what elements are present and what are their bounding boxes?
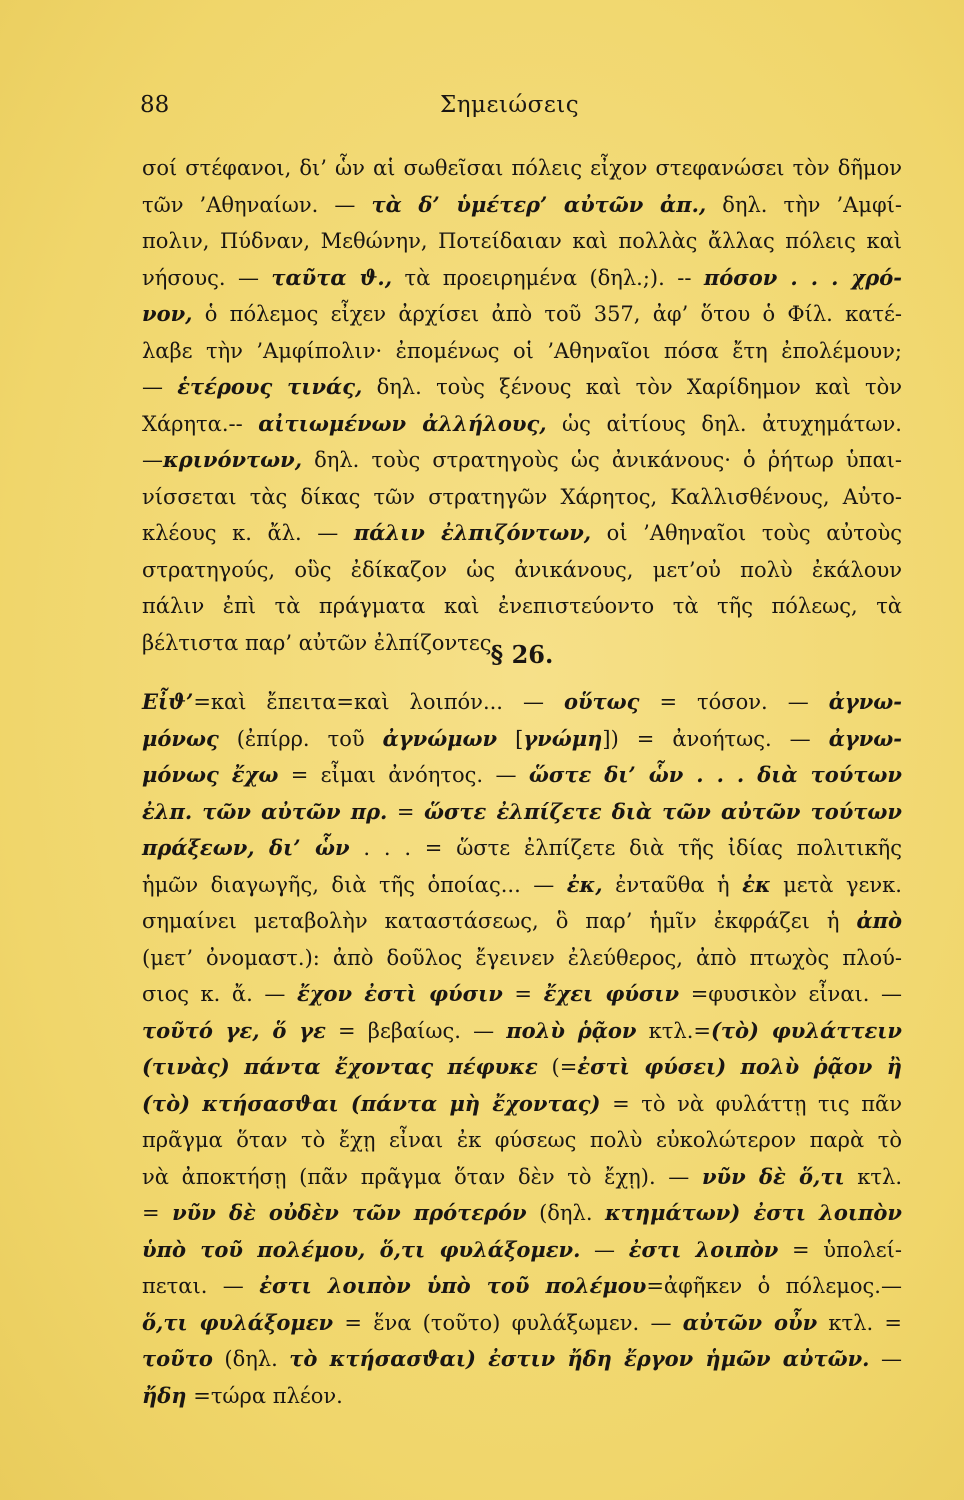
- text-line: [142, 1378, 902, 1415]
- bold-term: (τινὰς) πάντα ἔχοντας πέφυκε: [142, 1054, 538, 1079]
- text-run: πρᾶγμα ὅταν τὸ ἔχῃ εἶναι ἐκ φύσεως πολὺ εὐκολώτερον παρὰ τὸ: [142, 1128, 902, 1152]
- bold-term: τὸ κτήσασϑαι) ἐστιν ἤδη ἔργον ἡμῶν αὐτῶν.: [289, 1346, 870, 1371]
- bold-term: νῦν δὲ οὐδὲν τῶν πρότερόν: [172, 1200, 527, 1225]
- text-line: [142, 515, 902, 552]
- bold-term: ἐκ: [742, 871, 771, 897]
- bold-term: ἀπὸ: [856, 908, 902, 933]
- text-line: [142, 1268, 902, 1305]
- bold-term: πράξεων, δι’ ὧν: [142, 835, 350, 860]
- text-line: [142, 333, 902, 370]
- text-run: κλέους κ. ἄλ. —: [142, 521, 354, 545]
- text-run: σημαίνει μεταβολὴν καταστάσεως, ὃ παρ’ ἡμῖν ἐκφράζει ἡ: [142, 909, 857, 933]
- paragraph-notes-26: [142, 684, 902, 1414]
- bold-term: ἐλπ. τῶν αὐτῶν πρ.: [142, 798, 388, 824]
- text-run: λαβε τὴν ’Αμφίπολιν· ἐπομένως οἱ ’Αθηναῖοι πόσα ἔτη ἐπολέμουν;: [142, 338, 902, 363]
- text-run: νήσους. —: [142, 265, 272, 290]
- text-run: —: [142, 375, 178, 399]
- text-line: [142, 187, 902, 224]
- text-run: =καὶ ἔπειτα=καὶ λοιπόν... —: [193, 690, 564, 714]
- text-line: [142, 260, 902, 297]
- bold-term: ἐστι λοιπὸν ὑπὸ τοῦ πολέμου: [259, 1273, 647, 1298]
- text-run: δηλ. τοὺς στρατηγοὺς ὡς ἀνικάνους· ὁ ῥήτωρ ὑπαι-: [302, 448, 902, 472]
- running-head: Σημειώσεις: [440, 92, 580, 118]
- text-run: μετὰ γενκ.: [770, 872, 902, 897]
- text-run: σοί στέφανοι, δι’ ὧν αἱ σωθεῖσαι πόλεις εἶχον στεφανώσει τὸν δῆμον: [142, 156, 902, 180]
- text-run: =ἀφῆκεν ὁ πόλεμος.—: [646, 1274, 902, 1298]
- text-line: [142, 150, 902, 187]
- text-run: =τώρα πλέον.: [186, 1383, 343, 1408]
- bold-term: οὕτως: [563, 689, 640, 714]
- page-header: [140, 92, 900, 132]
- bold-term: Εἶϑ’: [142, 689, 194, 714]
- text-run: (=: [537, 1055, 578, 1079]
- text-run: πάλιν ἐπὶ τὰ πράγματα καὶ ἐνεπιστεύοντο τὰ τῆς πόλεως, τὰ: [142, 594, 902, 618]
- bold-term: ἐκ,: [566, 871, 603, 897]
- text-run: —: [869, 1347, 902, 1371]
- text-run: =φυσικὸν εἶναι. —: [679, 982, 902, 1006]
- text-run: δηλ. τοὺς ξένους καὶ τὸν Χαρίδημον καὶ τὸν: [362, 375, 902, 399]
- text-line: [142, 1013, 902, 1050]
- text-run: βέλτιστα παρ’ αὐτῶν ἐλπίζοντες.: [142, 630, 499, 655]
- text-run: κτλ.=: [636, 1018, 711, 1043]
- bold-term: τοῦτο: [142, 1346, 213, 1371]
- bold-term: μόνως ἔχω: [142, 762, 279, 787]
- text-line: [142, 1341, 902, 1378]
- bold-term: ταῦτα ϑ.,: [271, 264, 393, 290]
- text-run: ἡμῶν διαγωγῆς, διὰ τῆς ὁποίας... —: [142, 872, 567, 897]
- bold-term: τὰ δ’ ὑμέτερ’ αὐτῶν ἀπ.,: [371, 191, 707, 217]
- text-run: ἐνταῦθα ἡ: [602, 872, 743, 897]
- text-run: κτλ.: [844, 1164, 903, 1189]
- bold-term: αἰτιωμένων ἀλλήλους,: [258, 410, 547, 436]
- bold-term: γνώμη: [523, 725, 603, 751]
- paragraph-notes-25: [142, 150, 902, 661]
- bold-term: ἔχει φύσιν: [543, 981, 680, 1006]
- bold-term: πόσον . . . χρό-: [703, 264, 902, 290]
- text-line: [142, 1086, 902, 1123]
- text-run: Χάρητα.--: [142, 411, 259, 436]
- text-run: δηλ. τὴν ’Αμφί-: [706, 192, 902, 217]
- bold-term: ἀγνω-: [828, 725, 902, 751]
- text-run: =: [387, 799, 424, 824]
- text-run: σιος κ. ἄ. —: [142, 982, 297, 1006]
- text-run: (δηλ.: [212, 1347, 290, 1371]
- bold-term: κτημάτων) ἐστι λοιπὸν: [605, 1200, 902, 1225]
- text-run: = τόσον. —: [639, 690, 829, 714]
- section-title: § 26.: [490, 640, 554, 669]
- text-line: [142, 940, 902, 977]
- text-line: [142, 296, 902, 333]
- bold-term: ἤδη: [142, 1382, 187, 1408]
- text-run: —: [142, 448, 163, 472]
- bold-term: ὑπὸ τοῦ πολέμου, ὅ,τι φυλάξομεν.: [142, 1236, 581, 1262]
- text-line: [142, 1049, 902, 1086]
- bold-term: ἐστὶ φύσει) πολὺ ῥᾷον ἢ: [577, 1054, 903, 1079]
- text-run: =: [142, 1201, 173, 1225]
- text-line: [142, 867, 902, 904]
- text-run: = ὑπολεί-: [778, 1237, 902, 1262]
- text-run: νίσσεται τὰς δίκας τῶν στρατηγῶν Χάρητος, Καλλισθένους, Αὐτο-: [142, 484, 902, 509]
- text-run: πολιν, Πύδναν, Μεθώνην, Ποτείδαιαν καὶ πολλὰς ἄλλας πόλεις καὶ: [142, 229, 902, 253]
- text-line: [142, 721, 902, 758]
- text-line: [142, 830, 902, 867]
- text-run: (ἐπίρρ. τοῦ: [218, 726, 383, 751]
- text-line: [142, 479, 902, 516]
- text-line: [142, 1305, 902, 1342]
- text-run: [: [497, 726, 524, 751]
- bold-term: νον,: [142, 301, 193, 326]
- text-run: (δηλ.: [526, 1201, 605, 1225]
- bold-term: μόνως: [142, 725, 219, 751]
- text-line: [142, 1159, 902, 1196]
- text-line: [142, 223, 902, 260]
- text-run: —: [580, 1237, 629, 1262]
- text-run: κτλ. =: [817, 1310, 902, 1335]
- text-line: [142, 684, 902, 721]
- text-run: =: [502, 982, 544, 1006]
- text-run: οἱ ’Αθηναῖοι τοὺς αὐτοὺς: [591, 521, 902, 545]
- text-line: [142, 1232, 902, 1269]
- text-line: [142, 1195, 902, 1232]
- text-line: [142, 976, 902, 1013]
- text-run: νὰ ἀποκτήσῃ (πᾶν πρᾶγμα ὅταν δὲν τὸ ἔχῃ). —: [142, 1164, 702, 1189]
- text-line: [142, 588, 902, 625]
- bold-term: ὅ,τι φυλάξομεν: [142, 1309, 334, 1335]
- text-run: = ἕνα (τοῦτο) φυλάξωμεν. —: [333, 1310, 683, 1335]
- text-line: [142, 369, 902, 406]
- bold-term: πάλιν ἐλπιζόντων,: [353, 520, 592, 545]
- page-number: 88: [140, 92, 170, 118]
- bold-term: (τὸ) φυλάττειν: [710, 1017, 902, 1043]
- bold-term: ἀγνω-: [828, 689, 902, 714]
- bold-term: πολὺ ῥᾷον: [506, 1017, 637, 1043]
- text-line: [142, 442, 902, 479]
- text-run: ὡς αἰτίους δηλ. ἀτυχημάτων.: [546, 411, 902, 436]
- bold-term: ἔχον ἐστὶ φύσιν: [296, 981, 503, 1006]
- text-line: [142, 903, 902, 940]
- text-run: ὁ πόλεμος εἶχεν ἀρχίσει ἀπὸ τοῦ 357, ἀφ’ ὅτου ὁ Φίλ. κατέ-: [192, 302, 902, 326]
- text-line: [142, 794, 902, 831]
- text-run: = βεβαίως. —: [325, 1018, 507, 1043]
- text-run: ]) = ἀνοήτως. —: [602, 726, 829, 751]
- bold-term: ἑτέρους τινάς,: [177, 374, 363, 399]
- bold-term: ὥστε ἐλπίζετε διὰ τῶν αὐτῶν τούτων: [423, 798, 902, 824]
- text-run: στρατηγούς, οὓς ἐδίκαζον ὡς ἀνικάνους, μετ’οὐ πολὺ ἐκάλουν: [142, 557, 902, 582]
- bold-term: ἀγνώμων: [382, 725, 498, 751]
- text-run: πεται. —: [142, 1274, 260, 1298]
- text-run: = τὸ νὰ φυλάττῃ τις πᾶν: [600, 1091, 903, 1116]
- bold-term: κρινόντων,: [163, 447, 303, 472]
- text-run: = εἶμαι ἀνόητος. —: [278, 763, 529, 787]
- bold-term: ὥστε δι’ ὧν . . . διὰ τούτων: [528, 762, 902, 787]
- bold-term: αὐτῶν οὖν: [682, 1309, 818, 1335]
- text-run: τῶν ’Αθηναίων. —: [142, 192, 372, 217]
- bold-term: νῦν δὲ ὅ,τι: [701, 1163, 845, 1189]
- text-line: [142, 757, 902, 794]
- text-line: [142, 552, 902, 589]
- text-line: [142, 406, 902, 443]
- text-run: . . . = ὥστε ἐλπίζετε διὰ τῆς ἰδίας πολιτικῆς: [349, 836, 902, 860]
- bold-term: ἐστι λοιπὸν: [628, 1236, 779, 1262]
- text-line: [142, 1122, 902, 1159]
- text-run: (μετ’ ὀνομαστ.): ἀπὸ δοῦλος ἔγεινεν ἐλεύθερος, ἀπὸ πτωχὸς πλού-: [142, 945, 902, 970]
- text-run: τὰ προειρημένα (δηλ.;). --: [392, 265, 704, 290]
- bold-term: (τὸ) κτήσασϑαι (πάντα μὴ ἔχοντας): [142, 1090, 601, 1116]
- bold-term: τοῦτό γε, ὅ γε: [142, 1017, 326, 1043]
